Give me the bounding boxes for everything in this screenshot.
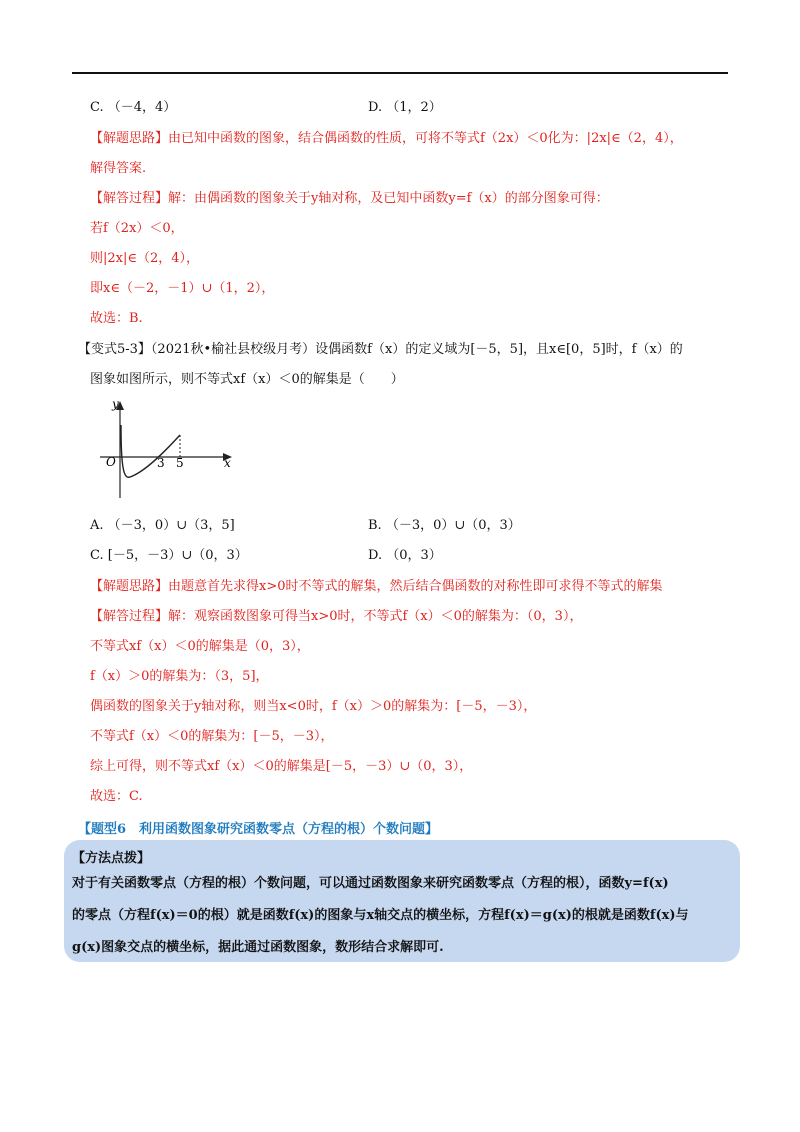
header-rule xyxy=(72,72,728,74)
solution1-step: 则|2x|∈（2，4）， xyxy=(90,251,200,266)
method-box-line: 的零点（方程f(x)＝0的根）就是函数f(x)的图象与x轴交点的横坐标，方程f(x)＝g(x)的根就是函数f(x)与 xyxy=(72,908,689,923)
solution1-idea-cont: 解得答案. xyxy=(90,161,147,176)
option-d-prev: D. （1，2） xyxy=(368,100,442,115)
section-heading: 【题型6 利用函数图象研究函数零点（方程的根）个数问题】 xyxy=(78,822,439,837)
problem-statement-cont: 图象如图所示，则不等式xf（x）＜0的解集是（ ） xyxy=(90,372,404,387)
x-axis-label: x xyxy=(224,456,231,470)
tick-5-label: 5 xyxy=(176,456,184,470)
solution2-step: 综上可得，则不等式xf（x）＜0的解集是[－5，－3）∪（0，3）， xyxy=(90,759,473,774)
method-box-line: g(x)图象交点的横坐标，据此通过函数图象，数形结合求解即可. xyxy=(72,940,444,955)
solution2-step: 不等式f（x）＜0的解集为：[－5，－3）， xyxy=(90,729,334,744)
y-axis-label: y xyxy=(112,397,119,411)
option-a: A. （－3，0）∪（3，5] xyxy=(90,518,235,533)
solution1-process: 【解答过程】解：由偶函数的图象关于y轴对称，及已知中函数y=f（x）的部分图象可得： xyxy=(90,191,609,206)
solution2-step: f（x）＞0的解集为：（3，5]， xyxy=(90,669,269,684)
option-d: D. （0，3） xyxy=(368,548,442,563)
option-b: B. （－3，0）∪（0，3） xyxy=(368,518,521,533)
solution1-step: 即x∈（－2，－1）∪（1，2）， xyxy=(90,281,275,296)
solution2-process: 【解答过程】解：观察函数图象可得当x>0时，不等式f（x）＜0的解集为：（0，3）， xyxy=(90,609,583,624)
solution2-idea: 【解题思路】由题意首先求得x>0时不等式的解集，然后结合偶函数的对称性即可求得不等式的解集 xyxy=(90,579,663,594)
option-c: C. [－5，－3）∪（0，3） xyxy=(90,548,248,563)
function-graph xyxy=(90,395,240,500)
origin-label: O xyxy=(106,455,116,469)
tick-3-label: 3 xyxy=(157,456,165,470)
solution2-step: 偶函数的图象关于y轴对称，则当x<0时，f（x）＞0的解集为：[－5，－3）， xyxy=(90,699,537,714)
option-c-prev: C. （－4，4） xyxy=(90,100,177,115)
solution2-answer: 故选：C. xyxy=(90,789,143,804)
problem-statement: 【变式5-3】（2021秋•榆社县校级月考）设偶函数f（x）的定义域为[－5，5]，且x∈[0，5]时，f（x）的 xyxy=(78,342,683,357)
solution1-step: 若f（2x）＜0， xyxy=(90,221,184,236)
solution1-answer: 故选：B. xyxy=(90,311,143,326)
solution1-idea: 【解题思路】由已知中函数的图象，结合偶函数的性质，可将不等式f（2x）＜0化为：|2x|∈（2，4）， xyxy=(90,131,683,146)
method-box-line: 对于有关函数零点（方程的根）个数问题，可以通过函数图象来研究函数零点（方程的根），函数y=f(x) xyxy=(72,876,669,891)
function-curve xyxy=(121,425,180,477)
solution2-step: 不等式xf（x）＜0的解集是（0，3）， xyxy=(90,639,310,654)
method-box-title: 【方法点拨】 xyxy=(72,851,151,866)
